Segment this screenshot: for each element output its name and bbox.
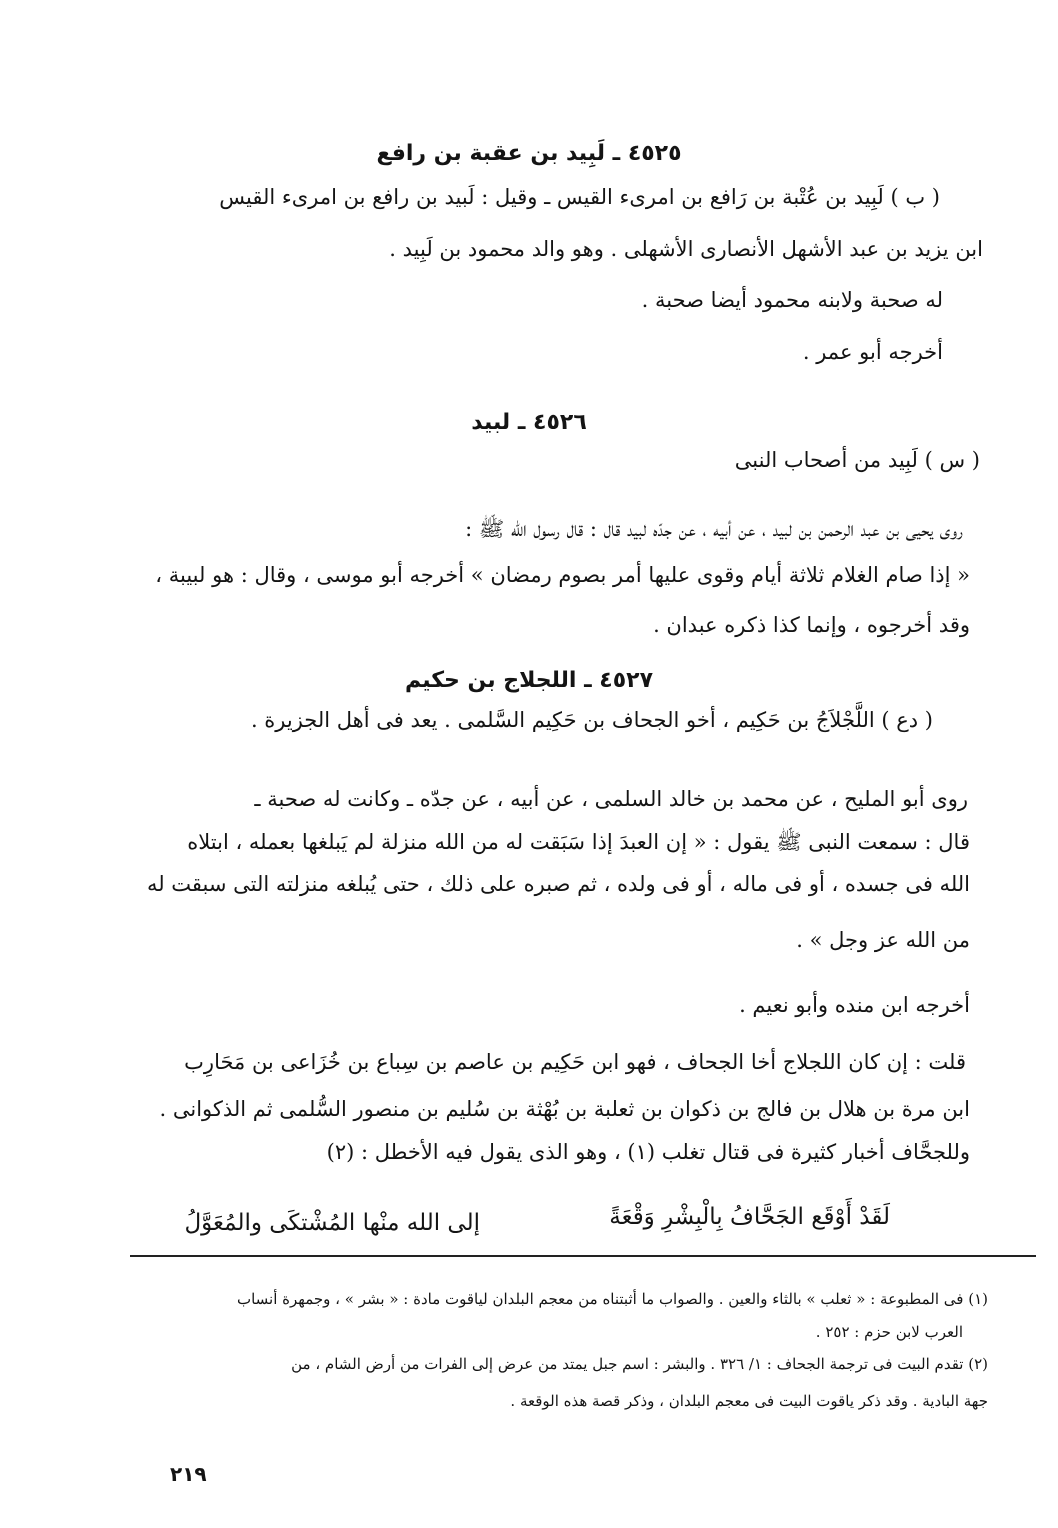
entry-4527-line-2: روى أبو المليح ، عن محمد بن خالد السلمى ، عن أبيه ، عن جدّه ـ وكانت له صحبة ـ	[254, 787, 968, 811]
entry-4527-line-8: ابن مرة بن هلال بن فالج بن ذكوان بن ثعلبة بن بُهْثة بن سُليم بن منصور السُّلمى ثم الذكوانى .	[159, 1097, 970, 1121]
entry-4527-line-5: من الله عز وجل » .	[796, 928, 970, 952]
entry-4527-line-6: أخرجه ابن منده وأبو نعيم .	[739, 993, 970, 1017]
verse-second-hemistich: إلى الله منْها المُشْتكَى والمُعَوَّلُ	[184, 1210, 480, 1236]
entry-4527-line-4: الله فى جسده ، أو فى ماله ، أو فى ولده ، ثم صبره على ذلك ، حتى يُبلغه منزلته التى سبقت له	[146, 872, 970, 896]
footnote-1-line-1: (١) فى المطبوعة : « ثعلب » بالثاء والعين . والصواب ما أثبتناه من معجم البلدان لياقوت مادة : « بشر » ، وجمهرة أنساب	[236, 1290, 988, 1308]
entry-4526-line-2: روى يحيى بن عبد الرحمن بن لبيد ، عن أبيه ، عن جدّه لبيد قال : قال رسول الله ﷺ :	[465, 517, 963, 541]
entry-4527-line-7: قلت : إن كان اللجلاج أخا الجحاف ، فهو ابن حَكِيم بن عاصم بن سِباع بن خُزَاعى بن مَحَارِب	[184, 1050, 966, 1074]
footnote-separator	[130, 1255, 1036, 1257]
entry-4525-line-2: ابن يزيد بن عبد الأشهل الأنصارى الأشهلى . وهو والد محمود بن لَبِيد .	[389, 237, 983, 261]
entry-4525-heading: ٤٥٢٥ ـ لَبِيد بن عقبة بن رافع	[376, 141, 682, 166]
entry-4527-line-1: ( دع ) اللَّجْلاَجُ بن حَكِيم ، أخو الجحاف بن حَكِيم السَّلمى . يعد فى أهل الجزيرة .	[250, 708, 933, 732]
entry-4527-line-3: قال : سمعت النبى ﷺ يقول : « إن العبدَ إذا سَبَقت له من الله منزلة لم يَبلغها بعمله ، ابتلاه	[187, 830, 970, 854]
entry-4526-line-3: « إذا صام الغلام ثلاثة أيام وقوى عليها أمر بصوم رمضان » أخرجه أبو موسى ، وقال : هو لبيبة ،	[155, 563, 970, 587]
footnote-2-line-2: جهة البادية . وقد ذكر ياقوت البيت فى معجم البلدان ، وذكر قصة هذه الوقعة .	[510, 1392, 988, 1410]
entry-4526-heading: ٤٥٢٦ ـ لبيد	[471, 410, 587, 435]
entry-4527-line-9: وللجحَّاف أخبار كثيرة فى قتال تغلب (١) ، وهو الذى يقول فيه الأخطل : (٢)	[326, 1140, 970, 1164]
footnote-1-line-2: العرب لابن حزم : ٢٥٢ .	[815, 1323, 963, 1341]
entry-4526-line-4: وقد أخرجوه ، وإنما كذا ذكره عبدان .	[653, 613, 970, 637]
page-number: ٢١٩	[170, 1462, 207, 1486]
footnote-2-line-1: (٢) تقدم البيت فى ترجمة الجحاف : ١/ ٣٢٦ . والبشر : اسم جبل يمتد من عرض إلى الفرات من أرض الشام ، من	[291, 1355, 988, 1373]
verse-first-hemistich: لَقَدْ أَوْقَع الجَحَّافُ بِالْبِشْرِ وَقْعَةً	[609, 1204, 890, 1230]
entry-4525-line-1: ( ب ) لَبِيد بن عُتْبة بن رَافع بن امرىء القيس ـ وقيل : لَبيد بن رافع بن امرىء القيس	[219, 185, 940, 209]
entry-4526-line-1: ( س ) لَبِيد من أصحاب النبى	[734, 448, 980, 472]
entry-4525-line-3: له صحبة ولابنه محمود أيضا صحبة .	[641, 288, 943, 312]
entry-4525-line-4: أخرجه أبو عمر .	[802, 340, 943, 364]
entry-4527-heading: ٤٥٢٧ ـ اللجلاج بن حكيم	[404, 668, 653, 693]
